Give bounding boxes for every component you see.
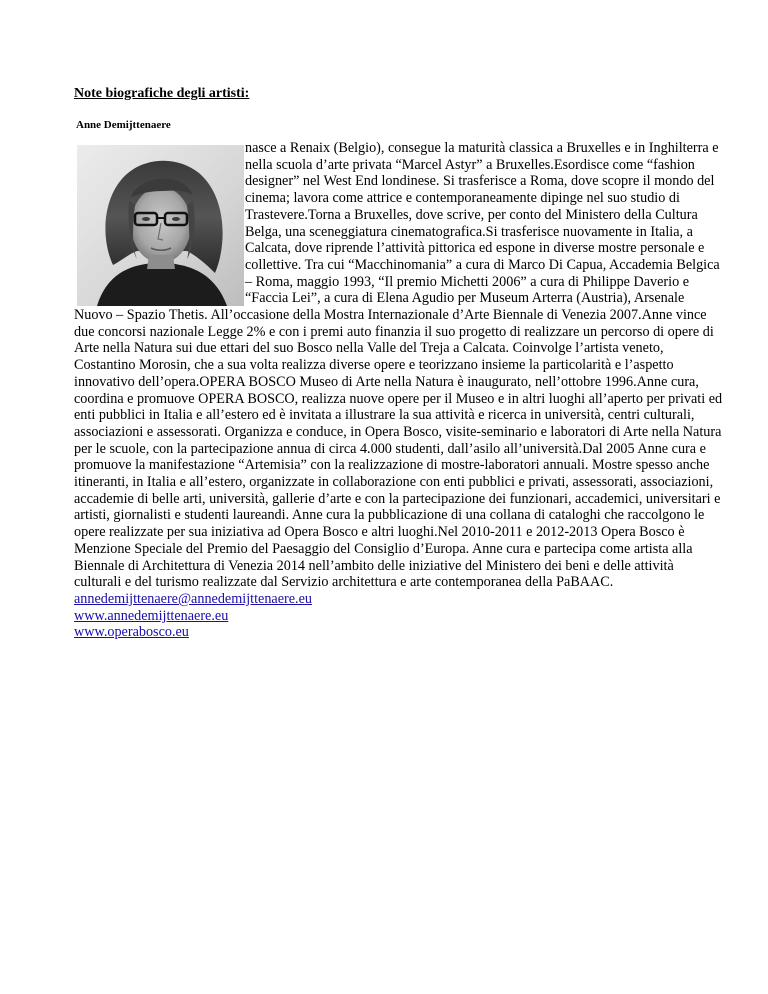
biography-text: nasce a Renaix (Belgio), consegue la maturità classica a Bruxelles e in Inghilterra e nella scuola d’arte privata “Marcel Astyr” a Bruxelles.Esordisce come “fashion designer” nel West End londinese. Si trasferisce a Roma, dove scopre il mondo del cinema; lavora come attrice e contemporaneamente dipinge nel suo studio di Trastevere.Torna a Bruxelles, dove scrive, per conto del Ministero della Cultura Belga, una sceneggiatura cinematografica.Si trasferisce nuovamente in Italia, a Calcata, dove riprende l’attività pittorica ed espone in diverse mostre personale e collettive. Tra cui “Macchinomania” a cura di Marco Di Capua, Accademia Belgica – Roma, maggio 1993, “Il premio Michetti 2006” a cura di Philippe Daverio e “Faccia Lei”, a cura di Elena Agudio per Museum Arterra (Austria), Arsenale Nuovo – Spazio Thetis. All’occasione della Mostra Internazionale d’Arte Biennale di Venezia 2007.Anne vince due concorsi nazionale Legge 2% e con i premi auto finanzia il suo progetto di realizzare un percorso di opere di Arte nella Natura sui due ettari del suo Bosco nella Valle del Treja a Calcata. Coinvolge l’artista veneto, Costantino Morosin, che a sua volta realizza diverse opere e teorizzano insieme la particolarità e l’aspetto innovativo dell’opera.OPERA BOSCO Museo di Arte nella Natura è inaugurato, nell’ottobre 1996.Anne cura, coordina e promuove OPERA BOSCO, realizza nuove opere per il Museo e in altri luoghi all’aperto per privati ed enti pubblici in Italia e all’estero ed è invitata a illustrare la sua attività e ricerca in università, centri culturali, associazioni e assessorati. Organizza e conduce, in Opera Bosco, visite-seminario e laboratori di Arte nella Natura per le scuole, con la partecipazione annua di circa 4.000 studenti, dall’asilo all’università.Dal 2005 Anne cura e promuove la manifestazione “Artemisia” con la realizzazione di mostre-laboratori annuali. Mostre spesso anche itineranti, in Italia e all’estero, organizzate in collaborazione con enti pubblici e privati, assessorati, associazioni, accademie di belle arti, università, gallerie d’arte e con la partecipazione dei funzionari, accademici, universitari e artisti, giornalisti e studenti laureandi. Anne cura la pubblicazione di una collana di cataloghi che raccolgono le opere realizzate per sua iniziativa ad Opera Bosco e altri luoghi.Nel 2010-2011 e 2012-2013 Opera Bosco è Menzione Speciale del Premio del Paesaggio del Consiglio d’Europa. Anne cura e partecipa come artista alla Biennale di Architettura di Venezia 2014 nell’ambito delle iniziative del Ministero dei beni e delle attività culturali e del turismo realizzate dal Servizio architettura e arte contemporanea della PaBAAC.	[74, 140, 723, 591]
email-link[interactable]: annedemijttenaere@annedemijttenaere.eu	[74, 590, 312, 607]
website-link[interactable]: www.annedemijttenaere.eu	[74, 607, 229, 624]
biography-block	[74, 140, 724, 641]
artist-portrait-photo	[77, 145, 244, 306]
artist-name: Anne Demijttenaere	[76, 119, 171, 131]
section-heading: Note biografiche degli artisti:	[74, 86, 250, 101]
portrait-photo-icon	[77, 145, 244, 306]
opera-bosco-link[interactable]: www.operabosco.eu	[74, 624, 189, 641]
